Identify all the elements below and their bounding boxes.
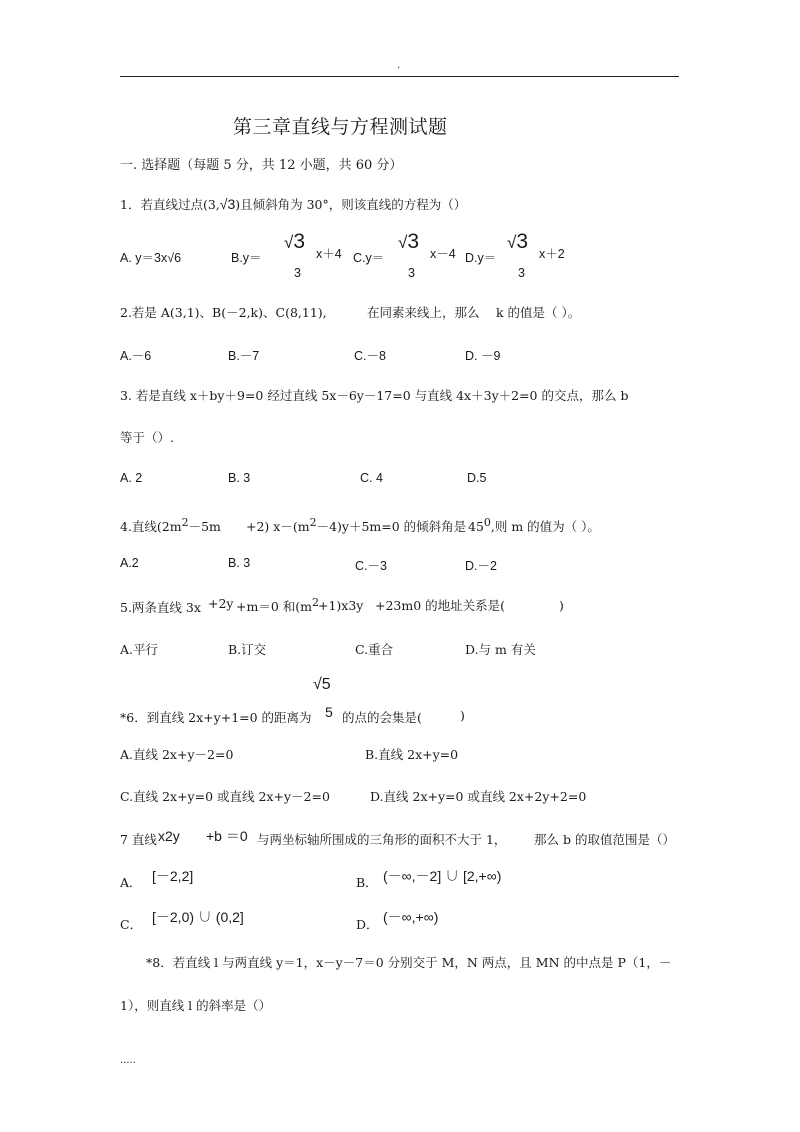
page-title: 第三章直线与方程测试题 — [233, 116, 448, 138]
q6-fraction-den: 5 — [325, 704, 333, 720]
section-heading: 一. 选择题（每题 5 分，共 12 小题，共 60 分） — [120, 158, 403, 173]
q7-option-b-value: (－∞,－2] ∪ [2,+∞) — [383, 868, 502, 884]
footer-dots: ..... — [120, 1055, 136, 1066]
q1-stem: 1．若直线过点(3,√3)且倾斜角为 30°，则该直线的方程为（） — [120, 196, 467, 212]
q7-option-c-value: [－2,0) ∪ (0,2] — [152, 909, 244, 925]
q1-option-b-label: B.y＝ — [231, 251, 262, 265]
q3-option-b: B. 3 — [228, 471, 251, 485]
q6-option-d: D.直线 2x+y=0 或直线 2x+2y+2=0 — [370, 789, 587, 804]
q1-option-c-den: 3 — [408, 266, 415, 280]
q4-stem-a: 4.直线($2m^2-5m$ — [120, 516, 221, 535]
q2-stem-b: 在同素来线上，那么 — [367, 305, 480, 320]
q6-stem-b: 的点的会集是( — [342, 710, 422, 725]
q1-option-c-sqrt: √3 — [398, 230, 420, 253]
q2-option-a: A.－6 — [120, 349, 152, 363]
q7-stem-b: x2y — [158, 828, 180, 844]
q4-option-d: D.－2 — [465, 559, 497, 573]
q1-option-d-den: 3 — [518, 266, 525, 280]
q1-option-b-sqrt: √3 — [284, 230, 306, 253]
q5-stem-c: +m＝0 和($m^2$ — [236, 596, 319, 615]
q7-stem-e: 那么 b 的取值范围是（） — [534, 832, 675, 847]
q4-option-c: C.－3 — [355, 559, 387, 573]
q2-option-c: C.－8 — [354, 349, 386, 363]
q3-option-a: A. 2 — [120, 471, 143, 485]
q5-stem-e: +23m0 的地址关系是( — [375, 598, 506, 613]
q4-stem-b: +2) $x-(m^2-4)y+5m=0$ 的倾斜角是 — [246, 516, 467, 535]
q6-option-b: B.直线 2x+y=0 — [365, 747, 459, 762]
q3-stem-cont: 等于（）. — [120, 430, 174, 445]
q7-option-d-value: (－∞,+∞) — [383, 909, 439, 925]
q4-stem-c: $45^0$,则 m 的值为（ ）。 — [468, 516, 600, 535]
q6-option-a: A.直线 2x+y－2=0 — [120, 747, 234, 762]
q5-stem-a: 5.两条直线 3x — [120, 600, 201, 615]
q7-option-a-value: [－2,2] — [152, 868, 194, 884]
q1-option-d-sqrt: √3 — [507, 230, 529, 253]
q5-stem-d: +1)x3y — [318, 598, 364, 613]
q3-option-d: D.5 — [467, 471, 487, 485]
header-mark: . — [397, 60, 401, 71]
header-rule — [120, 76, 679, 77]
q1-option-b-den: 3 — [294, 266, 301, 280]
q2-stem-a: 2.若是 A(3,1)、B(－2,k)、C(8,11), — [120, 305, 327, 320]
q3-stem: 3. 若是直线 x＋by＋9=0 经过直线 5x－6y－17=0 与直线 4x＋3y＋2=0 的交点，那么 b — [120, 388, 629, 403]
q2-option-b: B.－7 — [228, 349, 260, 363]
q7-option-c-label: C． — [120, 917, 143, 932]
q1-option-d-tail: x＋2 — [539, 247, 565, 261]
q1-option-d-label: D.y＝ — [465, 251, 497, 265]
q8-stem-cont: 1），则直线 l 的斜率是（） — [120, 998, 272, 1013]
q5-stem-b: +2y — [208, 596, 234, 611]
q5-option-c: C.重合 — [355, 642, 394, 657]
q4-option-b: B. 3 — [228, 556, 251, 570]
q7-option-d-label: D． — [356, 917, 379, 932]
q7-option-a-label: A． — [120, 875, 142, 890]
q5-option-a: A.平行 — [120, 642, 159, 657]
q2-option-d: D. －9 — [465, 349, 501, 363]
q6-stem-c: ) — [460, 708, 465, 723]
q1-option-c-label: C.y＝ — [353, 251, 385, 265]
q5-stem-f: ) — [559, 598, 564, 613]
q1-option-a: A. y＝3x√6 — [120, 251, 182, 265]
q1-option-c-tail: x－4 — [430, 247, 456, 261]
q2-stem-c: k 的值是（ ）。 — [496, 305, 581, 320]
q3-option-c: C. 4 — [360, 471, 383, 485]
q6-stem-a: *6．到直线 2x+y+1=0 的距离为 — [120, 710, 312, 725]
q5-option-d: D.与 m 有关 — [465, 642, 536, 657]
q7-stem-c: +b ＝0 — [206, 828, 248, 844]
q5-option-b: B.订交 — [228, 642, 267, 657]
q4-option-a: A.2 — [120, 556, 139, 570]
q8-stem: *8．若直线 l 与两直线 y＝1，x－y－7＝0 分别交于 M，N 两点，且 MN 的中点是 P（1，－ — [146, 955, 672, 970]
q6-option-c: C.直线 2x+y=0 或直线 2x+y－2=0 — [120, 789, 330, 804]
q1-option-b-tail: x＋4 — [316, 247, 342, 261]
q6-fraction-num: √5 — [313, 676, 331, 693]
q7-stem-a: 7 直线 — [120, 832, 157, 847]
sqrt3: √3 — [219, 196, 236, 212]
q7-option-b-label: B． — [356, 875, 378, 890]
q7-stem-d: 与两坐标轴所围成的三角形的面积不大于 1， — [257, 832, 507, 847]
